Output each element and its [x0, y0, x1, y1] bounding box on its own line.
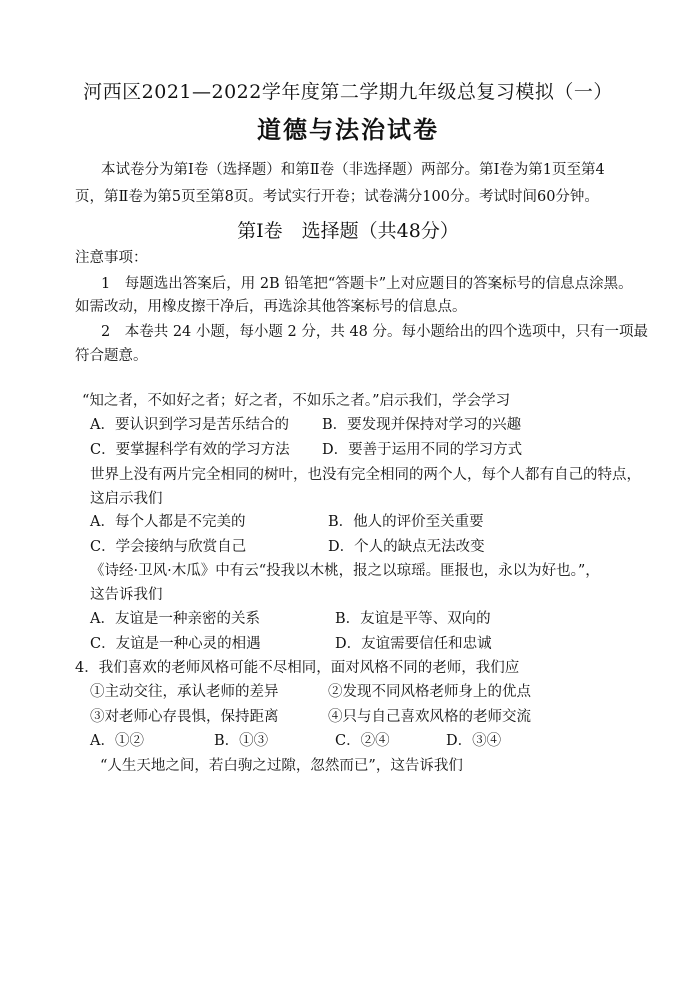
question-4-item-2: ②发现不同风格老师身上的优点	[328, 684, 531, 700]
intro-line-2: 页，第Ⅱ卷为第5页至第8页。考试实行开卷；试卷满分100分。考试时间60分钟。	[75, 189, 599, 205]
question-3-option-d: D．友谊需要信任和忠诚	[335, 636, 492, 652]
question-3-stem-line-1: 《诗经·卫风·木瓜》中有云“投我以木桃，报之以琼瑶。匪报也，永以为好也。”，	[90, 563, 600, 579]
section-title: 第Ⅰ卷 选择题（共48分）	[237, 220, 459, 242]
question-4-option-c: C．②④	[335, 733, 390, 749]
notice-heading: 注意事项：	[75, 250, 148, 266]
subject-title: 道德与法治试卷	[257, 115, 439, 144]
question-2-stem-line-1: 世界上没有两片完全相同的树叶，也没有完全相同的两个人，每个人都有自己的特点，	[90, 467, 641, 483]
exam-title: 河西区2021—2022学年度第二学期九年级总复习模拟（一）	[83, 81, 613, 103]
question-3-option-a: A．友谊是一种亲密的关系	[90, 611, 260, 627]
notice-item-1-line-2: 如需改动，用橡皮擦干净后，再选涂其他答案标号的信息点。	[75, 299, 467, 315]
question-4-item-4: ④只与自己喜欢风格的老师交流	[328, 709, 531, 725]
question-4-stem: 4．我们喜欢的老师风格可能不尽相同，面对风格不同的老师，我们应	[75, 660, 520, 676]
question-1-option-b: B．要发现并保持对学习的兴趣	[322, 417, 522, 433]
notice-item-1-line-1: 1 每题选出答案后，用 2B 铅笔把“答题卡”上对应题目的答案标号的信息点涂黑。	[101, 276, 633, 292]
question-3-stem-line-2: 这告诉我们	[90, 587, 163, 603]
question-2-option-d: D．个人的缺点无法改变	[328, 539, 485, 555]
question-4-option-d: D．③④	[446, 733, 502, 749]
question-4-item-1: ①主动交往，承认老师的差异	[90, 684, 279, 700]
question-2-stem-line-2: 这启示我们	[90, 491, 163, 507]
intro-line-1: 本试卷分为第Ⅰ卷（选择题）和第Ⅱ卷（非选择题）两部分。第Ⅰ卷为第1页至第4	[101, 162, 605, 178]
question-3-option-b: B．友谊是平等、双向的	[335, 611, 491, 627]
question-2-option-a: A．每个人都是不完美的	[90, 514, 246, 530]
question-1-option-d: D．要善于运用不同的学习方式	[322, 442, 523, 458]
question-4-option-a: A．①②	[90, 733, 144, 749]
question-5-stem: “人生天地之间，若白驹之过隙，忽然而已”，这告诉我们	[100, 758, 463, 774]
question-1-option-c: C．要掌握科学有效的学习方法	[90, 442, 290, 458]
question-4-option-b: B．①③	[214, 733, 269, 749]
question-1-option-a: A．要认识到学习是苦乐结合的	[90, 417, 289, 433]
notice-item-2-line-1: 2 本卷共 24 小题，每小题 2 分，共 48 分。每小题给出的四个选项中，只有一项最	[101, 324, 649, 340]
question-4-item-3: ③对老师心存畏惧，保持距离	[90, 709, 279, 725]
notice-item-2-line-2: 符合题意。	[75, 348, 148, 364]
question-3-option-c: C．友谊是一种心灵的相遇	[90, 636, 261, 652]
question-2-option-c: C．学会接纳与欣赏自己	[90, 539, 247, 555]
question-2-option-b: B．他人的评价至关重要	[328, 514, 484, 530]
question-1-stem: “知之者，不如好之者；好之者，不如乐之者。”启示我们，学会学习	[82, 393, 511, 409]
